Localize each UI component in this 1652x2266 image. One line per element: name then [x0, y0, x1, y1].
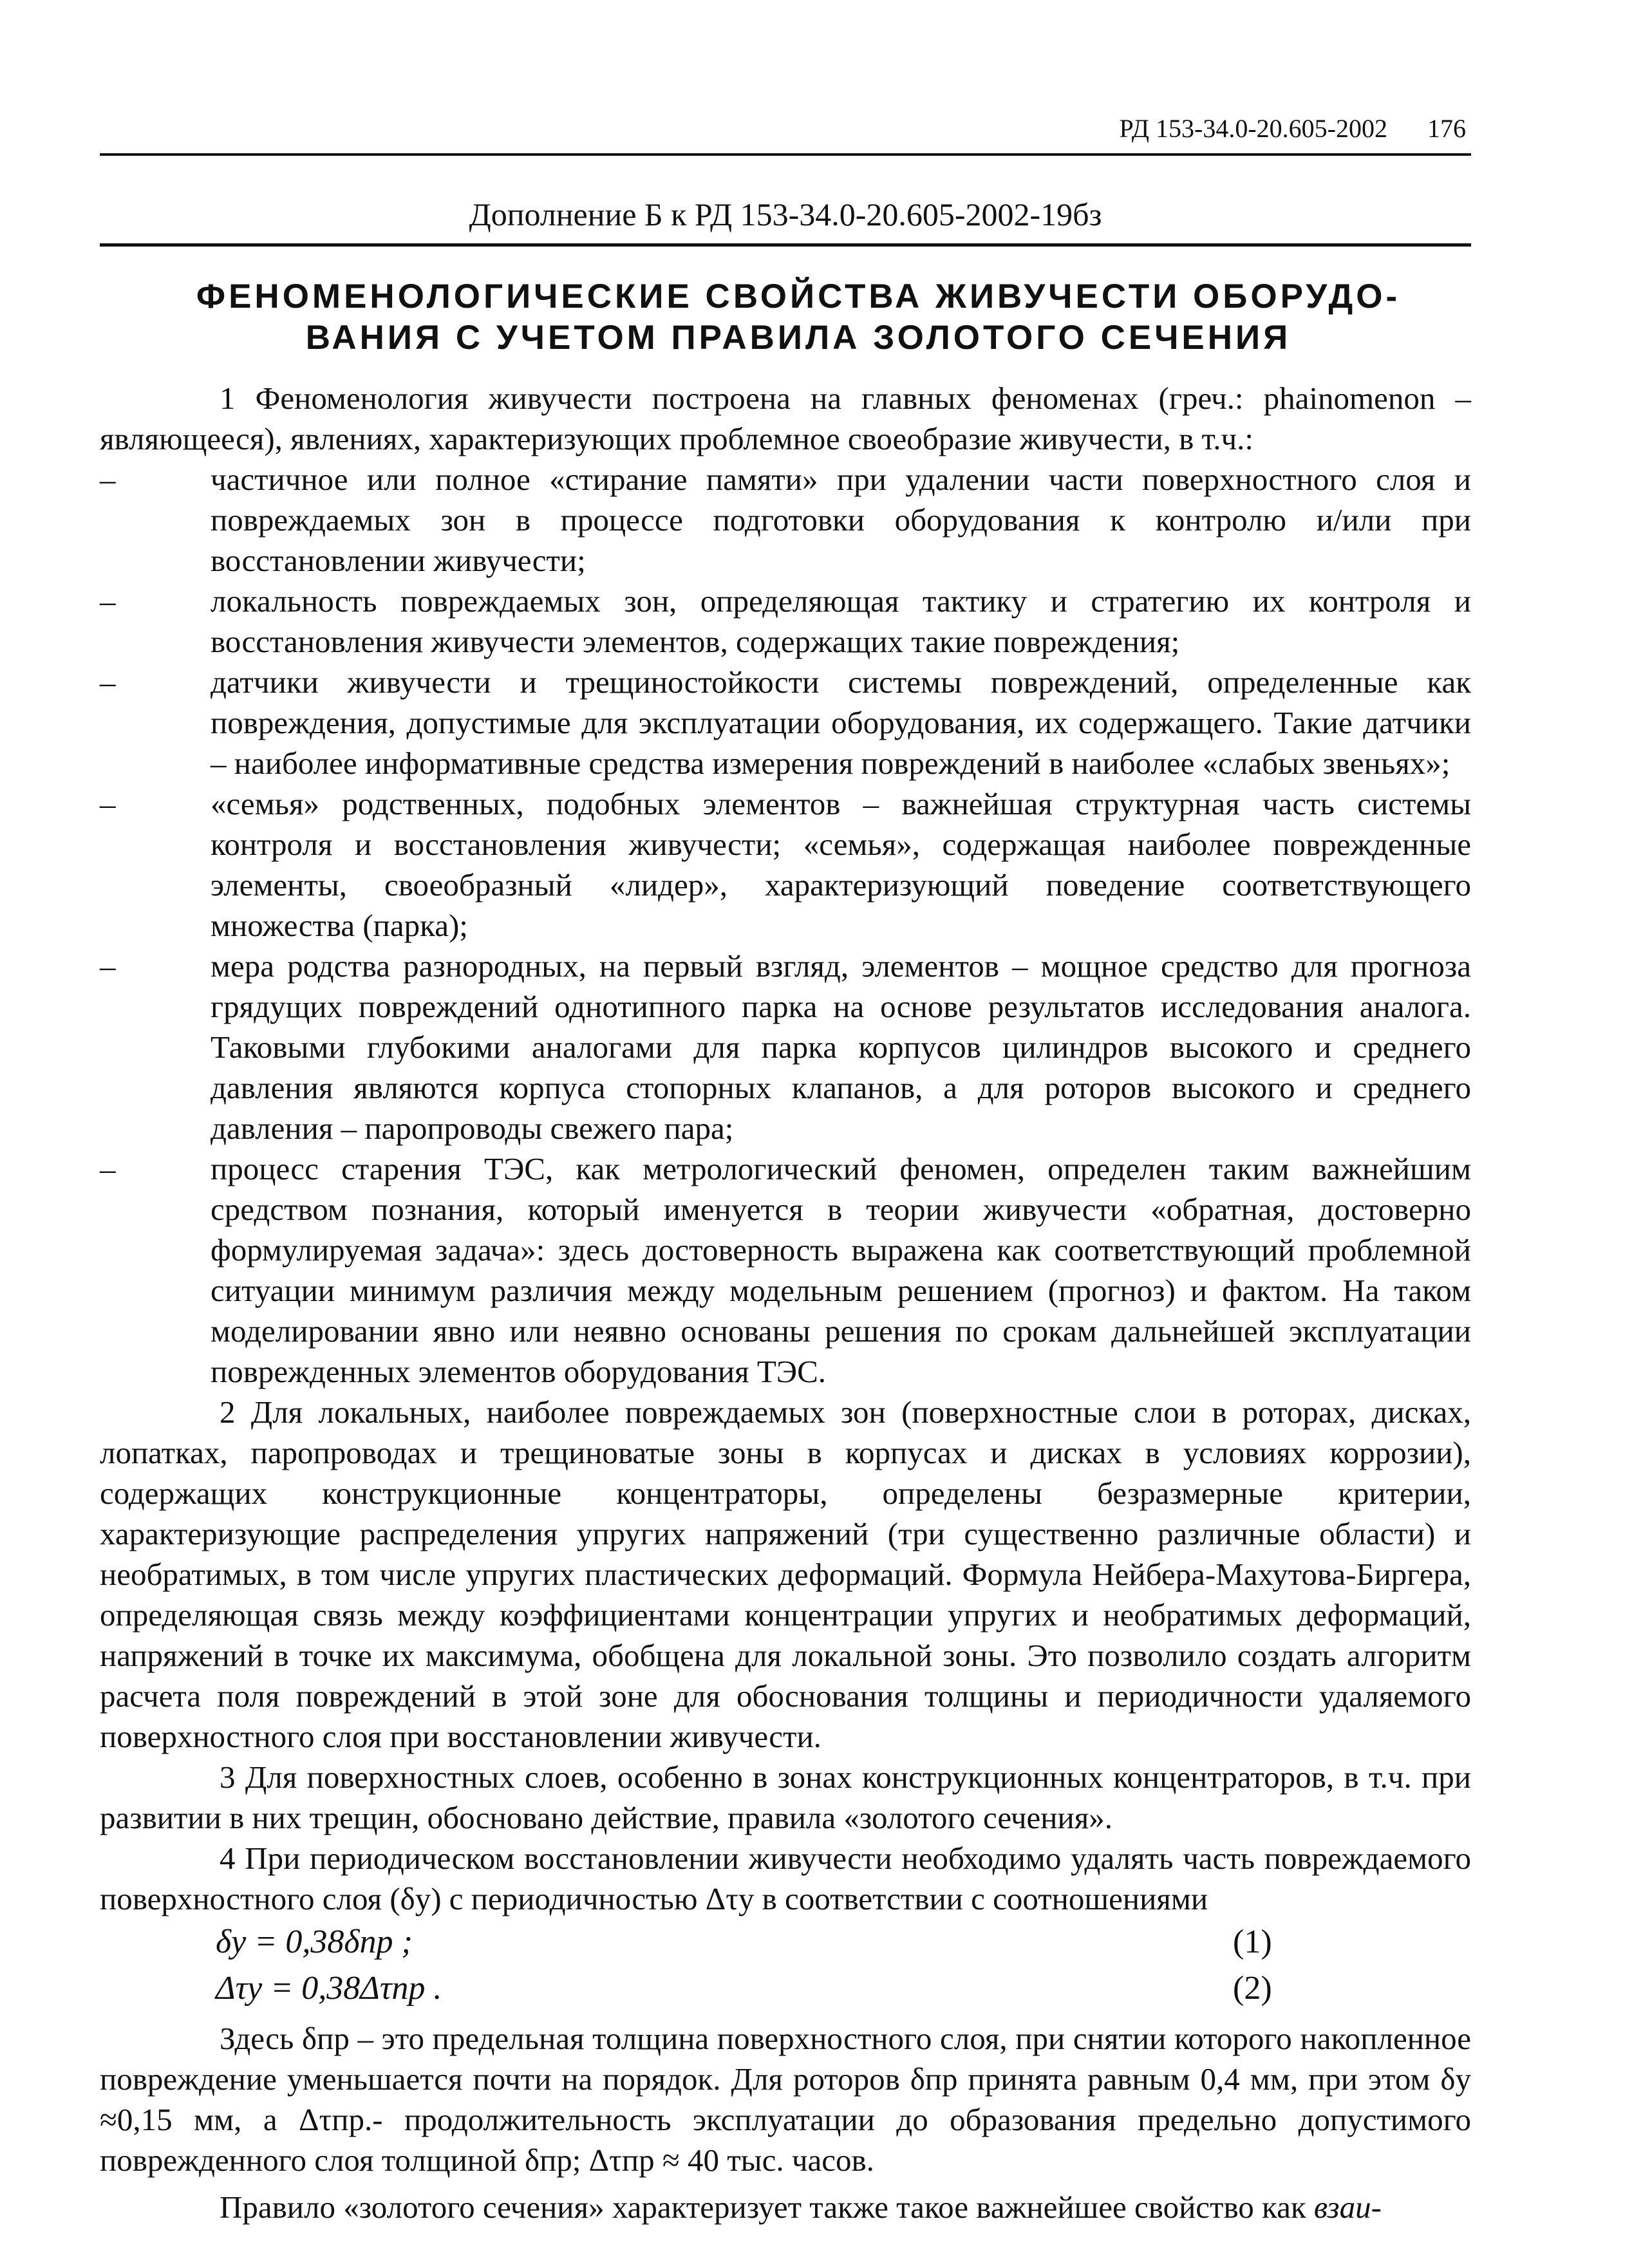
document-title — [100, 276, 1471, 359]
title-line-2: ВАНИЯ С УЧЕТОМ ПРАВИЛА ЗОЛОТОГО СЕЧЕНИЯ — [305, 319, 1291, 357]
formula-2 — [100, 1965, 1471, 2012]
document-code: РД 153-34.0-20.605-2002 — [1119, 114, 1387, 143]
list-item — [100, 946, 1471, 1148]
list-item-text: процесс старения ТЭС, как метрологический феномен, определен таким важнейшим средством познания, который именуется в теории живучести «обратная, достоверно формулируемая задача»: здесь достоверность выражена как соответствующий проблемной ситуации минимум различия между модельным решением (прогноз) и фактом. На таком моделировании явно или неявно основаны решения по срокам дальнейшей эксплуатации поврежденных элементов оборудования ТЭС. — [211, 1151, 1471, 1389]
paragraph-6 — [100, 2187, 1471, 2227]
document-page — [100, 97, 1471, 2234]
paragraph-1: 1 Феноменология живучести построена на главных феноменах (греч.: phainomenon – являющееся), явлениях, характеризующих проблемное своеобразие живучести, в т.ч.: — [100, 380, 1471, 456]
dash-marker: – — [100, 948, 116, 984]
list-item — [100, 783, 1471, 946]
paragraph-6-text: Правило «золотого сечения» характеризует также такое важнейшее свойство как — [220, 2189, 1314, 2225]
formula-2-number: (2) — [1233, 1970, 1272, 2007]
page-number: 176 — [1427, 114, 1466, 143]
dash-marker: – — [100, 786, 116, 821]
list-item-text: датчики живучести и трещиностойкости системы повреждений, определенные как повреждения, допустимые для эксплуатации оборудования, их содержащего. Такие датчики – наиболее информативные средства измерения повреждений в наиболее «слабых звеньях»; — [211, 664, 1471, 781]
paragraph-3: 3 Для поверхностных слоев, особенно в зонах конструкционных концентраторов, в т.ч. при развитии в них трещин, обосновано действие, правила «золотого сечения». — [100, 1759, 1471, 1835]
paragraph-5: Здесь δпр – это предельная толщина поверхностного слоя, при снятии которого накопленное повреждение уменьшается почти на порядок. Для роторов δпр принята равным 0,4 мм, при этом δу ≈0,15 мм, а Δτпр.- продолжительность эксплуатации до образования предельно допустимого поврежденного слоя толщиной δпр; Δτпр ≈ 40 тыс. часов. — [100, 2021, 1471, 2178]
list-item — [100, 581, 1471, 662]
list-item — [100, 1148, 1471, 1392]
dash-marker: – — [100, 583, 116, 619]
formula-1 — [100, 1919, 1471, 1965]
appendix-subtitle: Дополнение Б к РД 153-34.0-20.605-2002-19бз — [100, 196, 1471, 247]
dash-marker: – — [100, 664, 116, 700]
running-header — [100, 97, 1471, 156]
list-item-text: частичное или полное «стирание памяти» при удалении части поверхностного слоя и повреждаемых зон в процессе подготовки оборудования к контролю и/или при восстановлении живучести; — [211, 462, 1471, 578]
list-item — [100, 662, 1471, 783]
list-item-text: локальность повреждаемых зон, определяющая тактику и стратегию их контроля и восстановления живучести элементов, содержащих такие повреждения; — [211, 583, 1471, 659]
formula-1-expression: δу = 0,38δпр ; — [216, 1924, 413, 1960]
paragraph-4: 4 При периодическом восстановлении живучести необходимо удалять часть повреждаемого поверхностного слоя (δу) с периодичностью Δτу в соответствии с соотношениями — [100, 1840, 1471, 1916]
list-item-text: «семья» родственных, подобных элементов – важнейшая структурная часть системы контроля и восстановления живучести; «семья», содержащая наиболее поврежденные элементы, своеобразный «лидер», характеризующий поведение соответствующего множества (парка); — [211, 786, 1471, 943]
paragraph-2: 2 Для локальных, наиболее повреждаемых зон (поверхностные слои в роторах, дисках, лопатках, паропроводах и трещиноватые зоны в корпусах и дисках в условиях коррозии), содержащих конструкционные концентраторы, определены безразмерные критерии, характеризующие распределения упругих напряжений (три существенно различные области) и необратимых, в том числе упругих пластических деформаций. Формула Нейбера-Махутова-Биргера, определяющая связь между коэффициентами концентрации упругих и необратимых деформаций, напряжений в точке их максимума, обобщена для локальной зоны. Это позволило создать алгоритм расчета поля повреждений в этой зоне для обоснования толщины и периодичности удаляемого поверхностного слоя при восстановлении живучести. — [100, 1394, 1471, 1754]
paragraph-6-italic: взаи- — [1313, 2189, 1382, 2225]
phenomena-list — [100, 459, 1471, 1392]
document-body — [100, 378, 1471, 2227]
list-item-text: мера родства разнородных, на первый взгляд, элементов – мощное средство для прогноза грядущих повреждений однотипного парка на основе результатов исследования аналога. Таковыми глубокими аналогами для парка корпусов цилиндров высокого и среднего давления являются корпуса стопорных клапанов, а для роторов высокого и среднего давления – паропроводы свежего пара; — [211, 948, 1471, 1146]
formula-2-expression: Δτу = 0,38Δτпр . — [216, 1970, 442, 2007]
dash-marker: – — [100, 462, 116, 497]
formula-1-number: (1) — [1233, 1924, 1272, 1960]
title-line-1: ФЕНОМЕНОЛОГИЧЕСКИЕ СВОЙСТВА ЖИВУЧЕСТИ ОБОРУДО- — [196, 277, 1401, 315]
list-item — [100, 459, 1471, 581]
dash-marker: – — [100, 1151, 116, 1186]
